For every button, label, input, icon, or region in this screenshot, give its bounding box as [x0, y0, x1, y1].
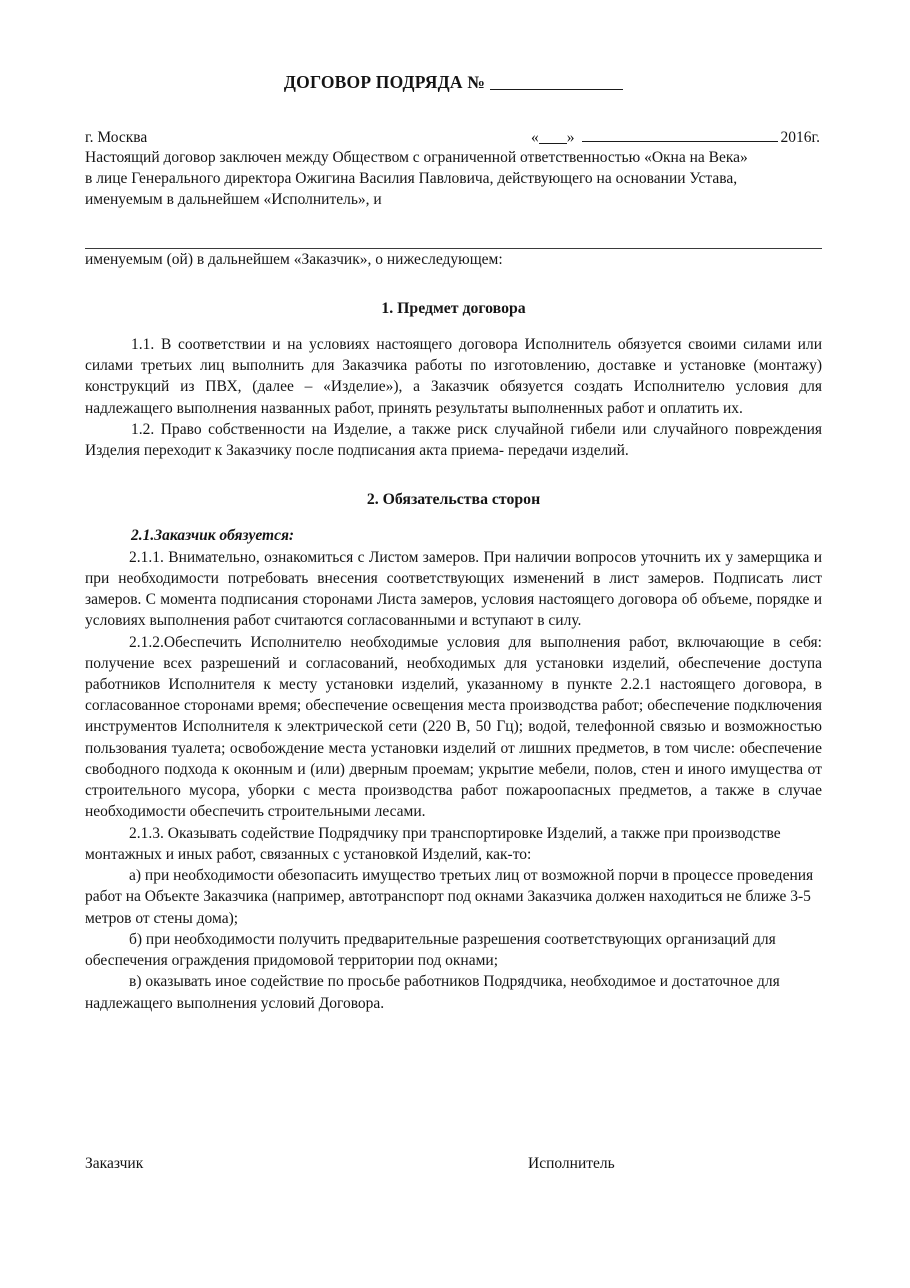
document-content — [85, 0, 822, 1014]
clause-2-1-3-a: а) при необходимости обезопасить имущество третьих лиц от возможной порчи в процессе проведения работ на Объекте Заказчика (например, автотранспорт под окнами Заказчика должен находиться не ближе 3-5 метров от стены дома); — [85, 867, 814, 927]
intro-line-2: в лице Генерального директора Ожигина Василия Павловича, действующего на основании Устава, — [85, 170, 738, 188]
clause-2-1-3-v: в) оказывать иное содействие по просьбе работников Подрядчика, необходимое и достаточное для надлежащего выполнения условий Договора. — [85, 973, 780, 1012]
intro-line-1: Настоящий договор заключен между Обществом с ограниченной ответственностью «Окна на Века» — [85, 149, 748, 166]
contractor-signature-label: Исполнитель — [528, 1155, 615, 1172]
clause-2-1-3: 2.1.3. Оказывать содействие Подрядчику при транспортировке Изделий, а также при производстве монтажных и иных работ, связанных с установкой Изделий, как-то: — [85, 824, 781, 863]
day-blank[interactable] — [539, 143, 567, 144]
intro-line-3: именуемым в дальнейшем «Исполнитель», и — [85, 191, 382, 209]
open-quote: « — [531, 129, 539, 146]
subheading-2-1: 2.1.Заказчик обязуется: — [131, 527, 295, 545]
contract-number-blank[interactable] — [490, 89, 623, 90]
page-title-text: ДОГОВОР ПОДРЯДА № — [283, 72, 486, 92]
clause-1-2: 1.2. Право собственности на Изделие, а также риск случайной гибели или случайного повреждения Изделия переходит к Заказчику после подписания акта приема- передачи изделий. — [85, 420, 822, 460]
section-heading-2: 2. Обязательства сторон — [366, 491, 541, 509]
customer-designation-line: именуемым (ой) в дальнейшем «Заказчик», о нижеследующем: — [85, 250, 503, 268]
page-title — [85, 0, 822, 93]
date-line — [531, 129, 822, 147]
clause-2-1-1: 2.1.1. Внимательно, ознакомиться с Листом замеров. При наличии вопросов уточнить их у замерщика и при необходимости потребовать внесения соответствующих изменений в лист замеров. Подписать лист замеров. С момента подписания сторонами Листа замеров, условия настоящего договора об объеме, порядке и условиях выполнения работ считаются согласованными и вступают в силу. — [85, 548, 822, 630]
day-field[interactable] — [531, 129, 575, 147]
city-label: г. Москва — [85, 129, 148, 146]
close-quote: » — [566, 129, 575, 146]
customer-signature-label: Заказчик — [85, 1155, 144, 1172]
year-label: 2016г. — [780, 129, 820, 146]
clause-2-1-3-b: б) при необходимости получить предварительные разрешения соответствующих организаций для обеспечения ограждения придомовой территории под окнами; — [85, 930, 776, 970]
month-blank[interactable] — [582, 141, 778, 142]
clause-1-1: 1.1. В соответствии и на условиях настоящего договора Исполнитель обязуется своими силами или силами третьих лиц выполнить для Заказчика работы по изготовлению, доставке и установке (монтажу) конструкций из ПВХ, (далее – «Изделие»), а Заказчик обязуется создать Исполнителю условия для надлежащего выполнения названных работ, принять результаты выполненных работ и оплатить их. — [85, 335, 822, 417]
section-heading-1: 1. Предмет договора — [381, 299, 526, 317]
city-date-row — [85, 129, 822, 147]
signature-row — [85, 1155, 822, 1173]
clause-2-1-2: 2.1.2.Обеспечить Исполнителю необходимые условия для выполнения работ, включающие в себя: получение всех разрешений и согласований, необходимых для установки изделий, обеспечение доступа работников Исполнителя к месту установки изделий, указанному в пункте 2.2.1 настоящего договора, в согласованное сторонами время; обеспечение освещения места производства работ; обеспечение подключения инструментов Исполнителя к электрической сети (220 В, 50 Гц); водой, телефонной связью и возможностью пользования туалета; освобождение места установки изделий от лишних предметов, в том числе: обеспечение свободного подхода к оконным и (или) дверным проемам; укрытие мебели, полов, стен и иного имущества от строительного мусора, уборки с места производства работ пожароопасных предметов, а также в случае необходимости обеспечить строительными лесами. — [85, 633, 822, 821]
